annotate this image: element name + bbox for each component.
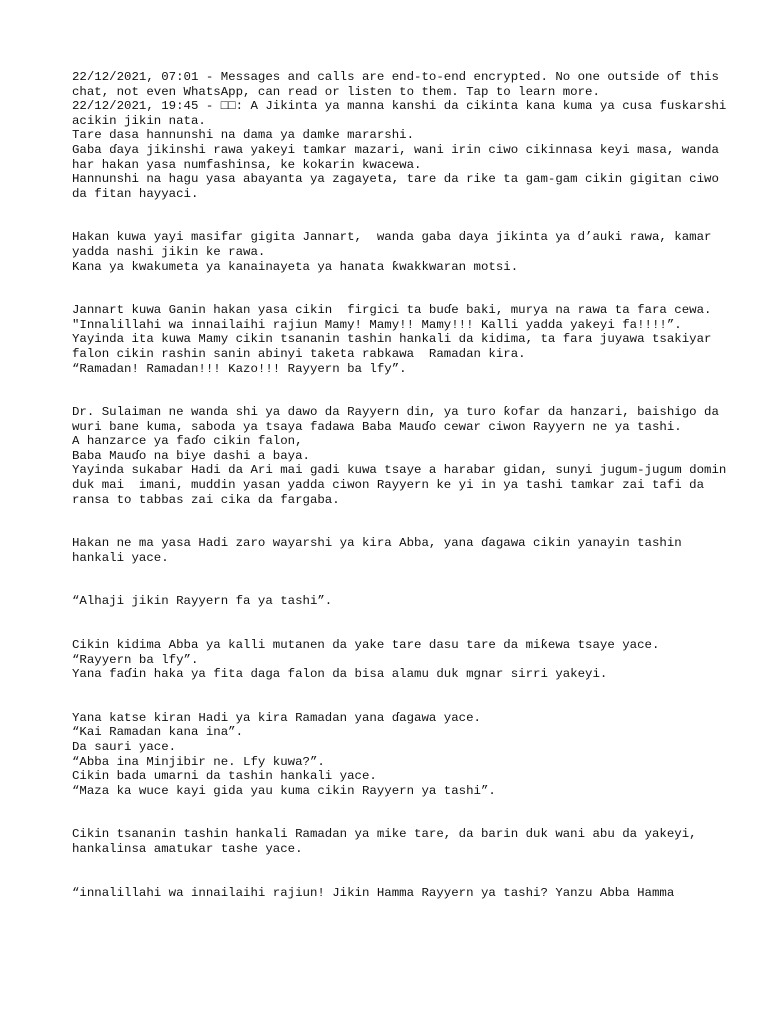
text-line: Baba Mauɗo na biye dashi a baya.: [72, 448, 310, 463]
text-line: 22/12/2021, 07:01 - Messages and calls are end-to-end encrypted. No one outside of this chat, not even WhatsApp, can read or listen to them. Tap to learn more.: [72, 70, 727, 99]
text-line: Cikin bada umarni da tashin hankali yace.: [72, 769, 377, 784]
text-line: “Rayyern ba lfy”.: [72, 652, 199, 667]
text-line: “Ramadan! Ramadan!!! Kazo!!! Rayyern ba lfy”.: [72, 361, 407, 376]
text-line: Cikin tsananin tashin hankali Ramadan ya mike tare, da barin duk wani abu da yakeyi, hankalinsa amatukar tashe yace.: [72, 827, 705, 856]
text-line: Hakan kuwa yayi masifar gigita Jannart, wanda gaba daya jikinta ya d’auki rawa, kamar yadda nashi jikin ke rawa.: [72, 230, 719, 259]
text-line: Tare dasa hannunshi na dama ya damke mararshi.: [72, 128, 415, 143]
paragraph: [72, 594, 732, 609]
text-line: Gaba ɗaya jikinshi rawa yakeyi tamkar mazari, wani irin ciwo cikinnasa keyi masa, wanda har hakan yasa numfashinsa, ke kokarin kwacewa.: [72, 142, 727, 172]
paragraph: [72, 70, 732, 201]
text-line: A hanzarce ya faɗo cikin falon,: [72, 434, 303, 449]
text-line: Hannunshi na hagu yasa abayanta ya zagayeta, tare da rike ta gam-gam cikin gigitan ciwo da fitan hayyaci.: [72, 172, 727, 201]
text-line: “innalillahi wa innailaihi rajiun! Jikin Hamma Rayyern ya tashi? Yanzu Abba Hamma: [72, 885, 675, 900]
paragraph: [72, 230, 732, 274]
text-line: Yayinda sukabar Hadi da Ari mai gadi kuwa tsaye a harabar gidan, sunyi jugum-jugum domin duk mai imani, muddin yasan yadda ciwon Rayyern ke yi in ya tashi tamkar zai tafi da ransa to tabbas zai cika da fargaba.: [72, 463, 734, 507]
text-line: 22/12/2021, 19:45 - □□: A Jikinta ya manna kanshi da cikinta kana kuma ya cusa fuskarshi acikin jikin nata.: [72, 99, 734, 128]
text-line: Jannart kuwa Ganin hakan yasa cikin firgici ta buɗe baki, murya na rawa ta fara cewa.: [72, 303, 712, 318]
text-line: Yana katse kiran Hadi ya kira Ramadan yana ɗagawa yace.: [72, 710, 481, 725]
text-line: "Innalillahi wa innailaihi rajiun Mamy! Mamy!! Mamy!!! Kalli yadda yakeyi fa!!!!”.: [72, 317, 682, 332]
text-line: Kana ya kwakumeta ya kanainayeta ya hanata ƙwakkwaran motsi.: [72, 259, 519, 274]
text-line: Hakan ne ma yasa Hadi zaro wayarshi ya kira Abba, yana ɗagawa cikin yanayin tashin hankali yace.: [72, 536, 690, 565]
paragraph: [72, 536, 732, 565]
text-line: Cikin kidima Abba ya kalli mutanen da yake tare dasu tare da miƙewa tsaye yace.: [72, 638, 660, 653]
text-line: “Alhaji jikin Rayyern fa ya tashi”.: [72, 594, 333, 609]
paragraph: [72, 638, 732, 682]
text-line: “Abba ina Minjibir ne. Lfy kuwa?”.: [72, 754, 325, 769]
text-line: Dr. Sulaiman ne wanda shi ya dawo da Rayyern din, ya turo ƙofar da hanzari, baishigo da wuri bane kuma, saboda ya tsaya fadawa Baba Mauɗo cewar ciwon Rayyern ne ya tashi.: [72, 405, 727, 434]
text-line: Yayinda ita kuwa Mamy cikin tsananin tashin hankali da kidima, ta fara juyawa tsakiyar falon cikin rashin sanin abinyi taketa rabkawa Ramadan kira.: [72, 332, 719, 361]
chat-export-document: [72, 70, 732, 929]
paragraph: [72, 827, 732, 856]
paragraph: [72, 303, 732, 376]
text-line: “Maza ka wuce kayi gida yau kuma cikin Rayyern ya tashi”.: [72, 783, 496, 798]
paragraph: [72, 886, 732, 901]
text-line: Yana faɗin haka ya fita daga falon da bisa alamu duk mgnar sirri yakeyi.: [72, 667, 608, 682]
paragraph: [72, 405, 732, 507]
text-line: “Kai Ramadan kana ina”.: [72, 725, 244, 740]
paragraph: [72, 711, 732, 799]
text-line: Da sauri yace.: [72, 740, 177, 754]
